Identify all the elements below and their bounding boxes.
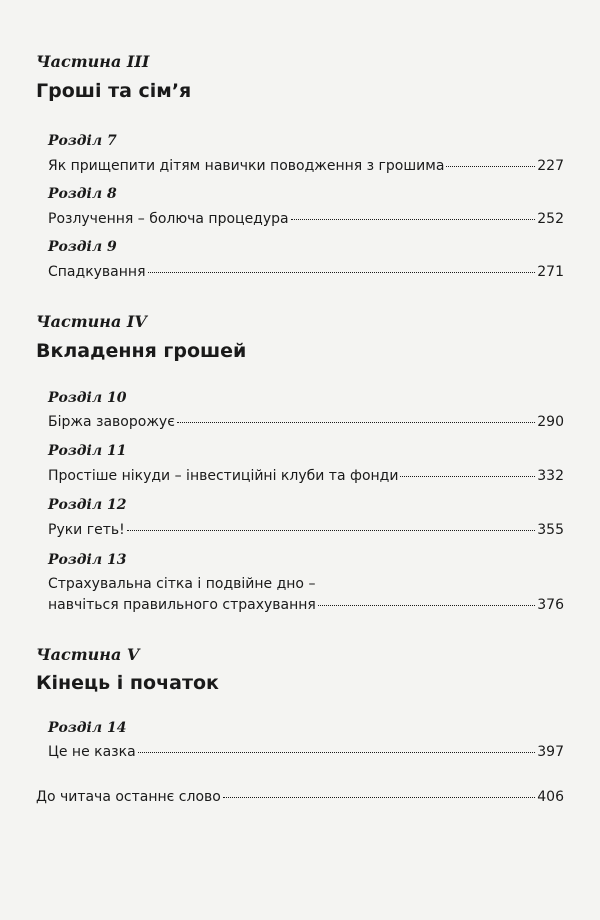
toc-entry-chapter-13[interactable] [48, 597, 564, 613]
page-number: 332 [537, 468, 564, 484]
page-number: 290 [537, 414, 564, 430]
toc-entry-title: Це не казка [48, 744, 136, 760]
chapter-9-label: Розділ 9 [48, 239, 117, 255]
chapter-12-label: Розділ 12 [48, 497, 127, 513]
toc-entry-chapter-14[interactable] [48, 744, 564, 760]
toc-entry-chapter-10[interactable] [48, 414, 564, 430]
dot-leader [138, 752, 536, 753]
toc-entry-afterword[interactable] [36, 789, 564, 805]
toc-entry-chapter-12[interactable] [48, 522, 564, 538]
page-number: 355 [537, 522, 564, 538]
toc-entry-title: До читача останнє слово [36, 789, 221, 805]
part-3-title: Гроші та сім’я [36, 80, 192, 102]
toc-entry-title: Простіше нікуди – інвестиційні клуби та фонди [48, 468, 399, 484]
dot-leader [223, 797, 535, 798]
dot-leader [446, 166, 535, 167]
part-5-label: Частина V [36, 645, 140, 664]
chapter-8-label: Розділ 8 [48, 186, 117, 202]
chapter-13-label: Розділ 13 [48, 552, 127, 568]
dot-leader [148, 272, 536, 273]
toc-entry-chapter-9[interactable] [48, 264, 564, 280]
part-3-label: Частина III [36, 52, 150, 71]
dot-leader [177, 422, 535, 423]
dot-leader [291, 219, 536, 220]
page-number: 227 [537, 158, 564, 174]
dot-leader [127, 530, 536, 531]
toc-entry-title-line1: Страхувальна сітка і подвійне дно – [48, 576, 316, 592]
part-4-title: Вкладення грошей [36, 340, 247, 362]
chapter-11-label: Розділ 11 [48, 443, 127, 459]
toc-entry-title: навчіться правильного страхування [48, 597, 316, 613]
part-5-title: Кінець і початок [36, 672, 219, 694]
page-number: 271 [537, 264, 564, 280]
toc-entry-chapter-7[interactable] [48, 158, 564, 174]
toc-entry-chapter-11[interactable] [48, 468, 564, 484]
chapter-10-label: Розділ 10 [48, 390, 127, 406]
page-number: 252 [537, 211, 564, 227]
part-4-label: Частина IV [36, 312, 147, 331]
toc-entry-title: Розлучення – болюча процедура [48, 211, 289, 227]
dot-leader [318, 605, 535, 606]
chapter-7-label: Розділ 7 [48, 133, 117, 149]
page-number: 376 [537, 597, 564, 613]
dot-leader [400, 476, 535, 477]
page-number: 406 [537, 789, 564, 805]
toc-entry-title: Спадкування [48, 264, 146, 280]
toc-entry-title: Біржа заворожує [48, 414, 175, 430]
toc-entry-title: Руки геть! [48, 522, 125, 538]
toc-entry-chapter-8[interactable] [48, 211, 564, 227]
chapter-14-label: Розділ 14 [48, 720, 127, 736]
page-number: 397 [537, 744, 564, 760]
toc-entry-title: Як прищепити дітям навички поводження з грошима [48, 158, 445, 174]
